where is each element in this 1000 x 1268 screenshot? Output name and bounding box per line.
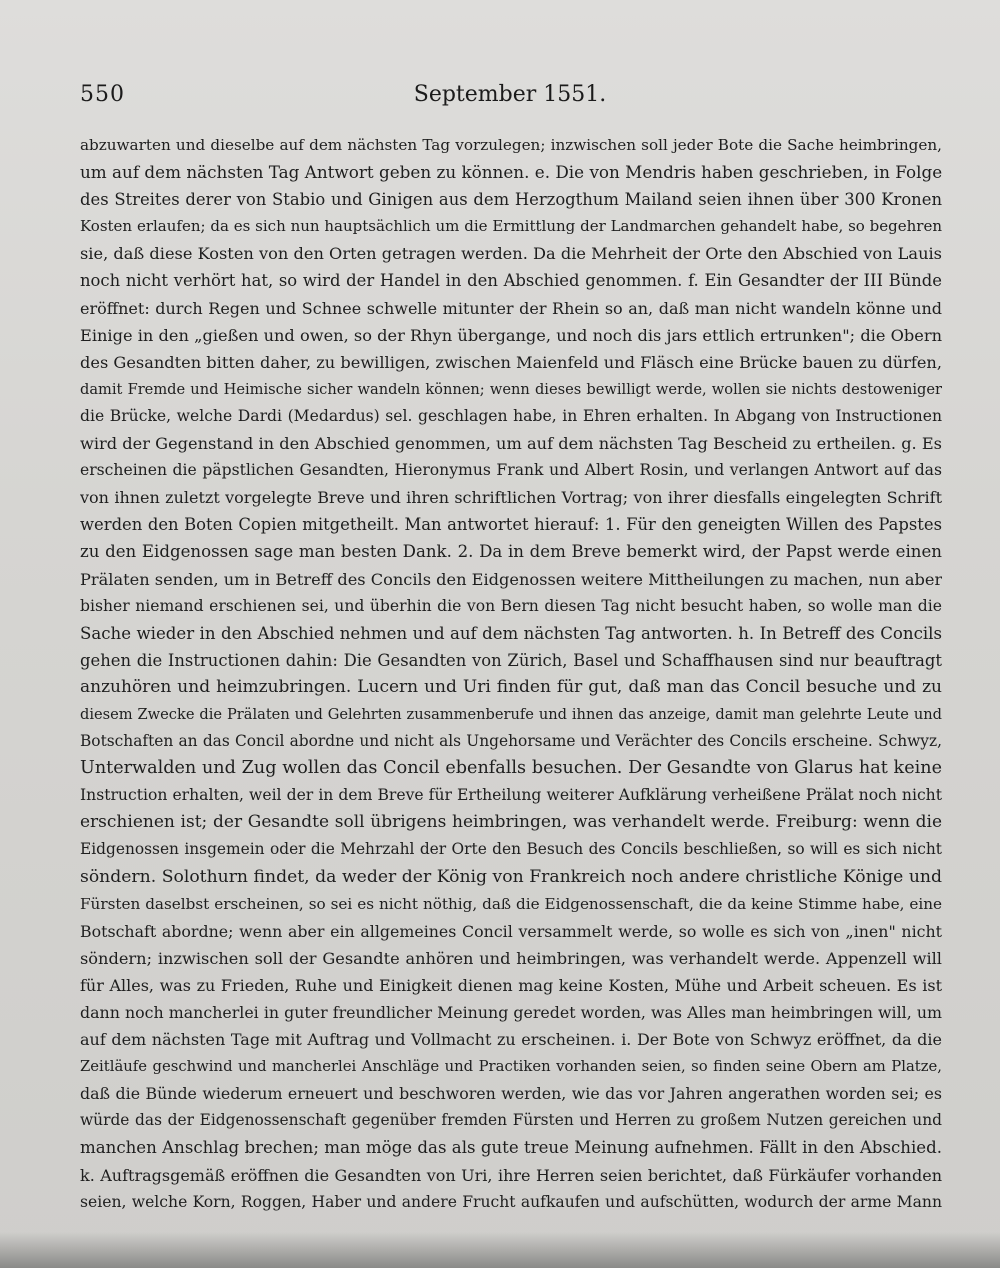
text-line: auf dem nächsten Tage mit Auftrag und Vollmacht zu erscheinen. i. Der Bote von Schwyz eröffnet, da die	[80, 1030, 942, 1050]
text-line: söndern; inzwischen soll der Gesandte anhören und heimbringen, was verhandelt werde. Appenzell will	[80, 948, 942, 968]
text-line: damit Fremde und Heimische sicher wandeln können; wenn dieses bewilligt werde, wollen sie nichts destoweniger	[80, 380, 942, 398]
text-line: die Brücke, welche Dardi (Medardus) sel. geschlagen habe, in Ehren erhalten. In Abgang von Instructionen	[80, 406, 942, 425]
body-text	[80, 132, 942, 1216]
page-number: 550	[80, 82, 125, 107]
text-line: erscheinen die päpstlichen Gesandten, Hieronymus Frank und Albert Rosin, und verlangen Antwort auf das	[80, 461, 942, 480]
text-line: eröffnet: durch Regen und Schnee schwelle mitunter der Rhein so an, daß man nicht wandeln könne und	[80, 298, 942, 318]
text-line: Prälaten senden, um in Betreff des Concils den Eidgenossen weitere Mittheilungen zu machen, nun aber	[80, 569, 942, 589]
text-line: Botschaften an das Concil abordne und nicht als Ungehorsame und Verächter des Concils erscheine. Schwyz,	[80, 732, 942, 751]
text-line: anzuhören und heimzubringen. Lucern und Uri finden für gut, daß man das Concil besuche und zu	[80, 676, 942, 697]
text-line: dann noch mancherlei in guter freundlicher Meinung geredet worden, was Alles man heimbringen will, um	[80, 1003, 942, 1022]
page-header	[80, 82, 940, 122]
text-line: des Gesandten bitten daher, zu bewilligen, zwischen Maienfeld und Fläsch eine Brücke bauen zu dürfen,	[80, 352, 942, 372]
text-line: sie, daß diese Kosten von den Orten getragen werden. Da die Mehrheit der Orte den Abschied von Lauis	[80, 244, 942, 264]
text-line: würde das der Eidgenossenschaft gegenüber fremden Fürsten und Herren zu großem Nutzen gereichen und	[80, 1111, 942, 1130]
text-line: Zeitläufe geschwind und mancherlei Anschläge und Practiken vorhanden seien, so finden seine Obern am Platze,	[80, 1058, 942, 1076]
text-line: bisher niemand erschienen sei, und überhin die von Bern diesen Tag nicht besucht haben, so wolle man die	[80, 596, 942, 615]
text-line: Unterwalden und Zug wollen das Concil ebenfalls besuchen. Der Gesandte von Glarus hat keine	[80, 758, 942, 779]
text-line: erschienen ist; der Gesandte soll übrigens heimbringen, was verhandelt werde. Freiburg: wenn die	[80, 812, 942, 833]
text-line: Fürsten daselbst erscheinen, so sei es nicht nöthig, daß die Eidgenossenschaft, die da keine Stimme habe, eine	[80, 894, 942, 913]
text-line: Sache wieder in den Abschied nehmen und auf dem nächsten Tag antworten. h. In Betreff des Concils	[80, 623, 942, 643]
text-line: Einige in den „gießen und owen, so der Rhyn übergange, und noch dis jars ettlich ertrunken"; die Obern	[80, 325, 942, 345]
text-line: Instruction erhalten, weil der in dem Breve für Ertheilung weiterer Aufklärung verheißene Prälat noch nicht	[80, 786, 942, 805]
text-line: von ihnen zuletzt vorgelegte Breve und ihren schriftlichen Vortrag; von ihrer diesfalls eingelegten Schrift	[80, 488, 942, 508]
text-line: um auf dem nächsten Tag Antwort geben zu können. e. Die von Mendris haben geschrieben, in Folge	[80, 162, 942, 183]
text-line: abzuwarten und dieselbe auf dem nächsten Tag vorzulegen; inzwischen soll jeder Bote die Sache heimbringen,	[80, 136, 942, 154]
text-line: wird der Gegenstand in den Abschied genommen, um auf dem nächsten Tag Bescheid zu ertheilen. g. Es	[80, 434, 942, 454]
text-line: Eidgenossen insgemein oder die Mehrzahl der Orte den Besuch des Concils beschließen, so will es sich nicht	[80, 840, 942, 859]
text-line: Botschaft abordne; wenn aber ein allgemeines Concil versammelt werde, so wolle es sich von „inen" nicht	[80, 921, 942, 941]
text-line: Kosten erlaufen; da es sich nun hauptsächlich um die Ermittlung der Landmarchen gehandelt habe, so begehren	[80, 217, 942, 236]
text-line: des Streites derer von Stabio und Ginigen aus dem Herzogthum Mailand seien ihnen über 300 Kronen	[80, 190, 942, 210]
text-line: k. Auftragsgemäß eröffnen die Gesandten von Uri, ihre Herren seien berichtet, daß Fürkäufer vorhanden	[80, 1165, 942, 1185]
text-line: manchen Anschlag brechen; man möge das als gute treue Meinung aufnehmen. Fällt in den Abschied.	[80, 1138, 942, 1158]
text-line: söndern. Solothurn findet, da weder der König von Frankreich noch andere christliche Könige und	[80, 866, 942, 887]
text-line: seien, welche Korn, Roggen, Haber und andere Frucht aufkaufen und aufschütten, wodurch der arme Mann	[80, 1192, 942, 1211]
text-line: gehen die Instructionen dahin: Die Gesandten von Zürich, Basel und Schaffhausen sind nur beauftragt	[80, 650, 942, 670]
text-line: werden den Boten Copien mitgetheilt. Man antwortet hierauf: 1. Für den geneigten Willen des Papstes	[80, 515, 942, 535]
text-line: noch nicht verhört hat, so wird der Handel in den Abschied genommen. f. Ein Gesandter der III Bünde	[80, 271, 942, 291]
text-line: diesem Zwecke die Prälaten und Gelehrten zusammenberufe und ihnen das anzeige, damit man gelehrte Leute und	[80, 705, 942, 723]
text-line: daß die Bünde wiederum erneuert und beschworen werden, wie das vor Jahren angerathen worden sei; es	[80, 1084, 942, 1104]
text-line: für Alles, was zu Frieden, Ruhe und Einigkeit dienen mag keine Kosten, Mühe und Arbeit scheuen. Es ist	[80, 975, 942, 995]
running-head: September 1551.	[413, 82, 607, 107]
text-line: zu den Eidgenossen sage man besten Dank. 2. Da in dem Breve bemerkt wird, der Papst werde einen	[80, 542, 942, 562]
